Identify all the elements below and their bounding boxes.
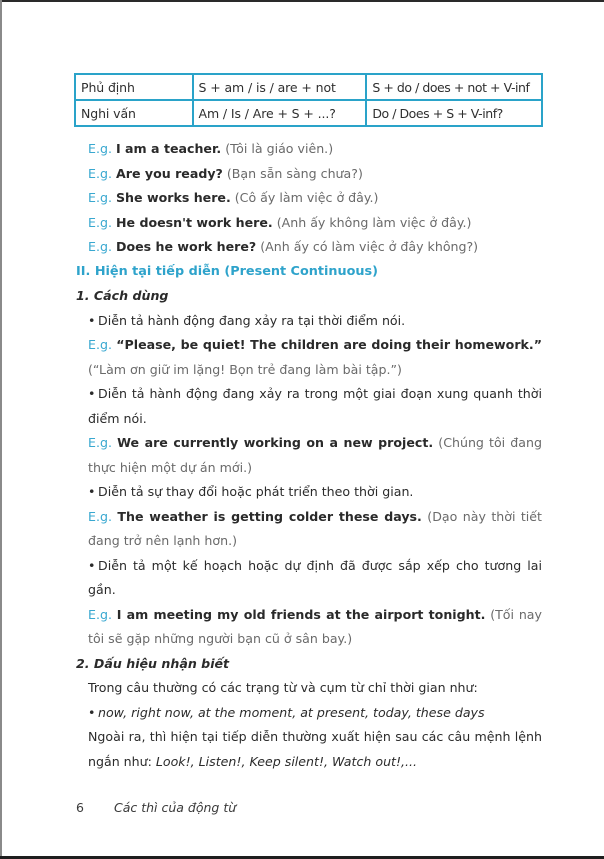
table-row-negative <box>75 74 542 100</box>
example-english: “Please, be quiet! The children are doing their homework.” <box>116 337 542 352</box>
example-paragraph <box>76 505 542 554</box>
example-translation: (Cô ấy làm việc ở đây.) <box>234 190 379 205</box>
example-line <box>76 235 542 260</box>
usage-heading: 1. Cách dùng <box>76 288 169 303</box>
table-cell-label: Nghi vấn <box>75 100 193 126</box>
usage-text: Diễn tả hành động đang xảy ra trong một giai đoạn xung quanh thời điểm nói. <box>88 386 542 426</box>
example-paragraph <box>76 431 542 480</box>
example-translation: (Anh ấy không làm việc ở đây.) <box>276 214 472 230</box>
table-cell-do-structure: Do / Does + S + V-inf? <box>366 100 542 126</box>
chapter-title: Các thì của động từ <box>113 800 237 815</box>
table-cell-be-structure: Am / Is / Are + S + ...? <box>193 100 367 126</box>
table-cell-do-structure: S + do / does + not + V-inf <box>366 74 542 100</box>
page-footer <box>76 800 236 815</box>
example-english: I am a teacher. <box>115 141 222 156</box>
example-english: Does he work here? <box>115 239 257 254</box>
table-cell-label: Phủ định <box>75 74 193 100</box>
time-expressions: now, right now, at the moment, at present, today, these days <box>98 704 485 720</box>
page-frame-left <box>0 0 2 859</box>
signs-list <box>76 701 542 726</box>
bullet-icon: • <box>88 386 96 401</box>
usage-bullet <box>76 554 542 603</box>
bullet-icon: • <box>88 704 96 720</box>
signs-extra-text: Ngoài ra, thì hiện tại tiếp diễn thường xuất hiện sau các câu mệnh lệnh ngắn như: <box>88 729 542 769</box>
example-line <box>76 137 542 162</box>
eg-label: E.g. <box>88 214 112 230</box>
eg-label: E.g. <box>88 337 112 352</box>
bullet-icon: • <box>88 557 96 573</box>
example-english: The weather is getting colder these days. <box>117 508 422 524</box>
example-paragraph <box>76 603 542 652</box>
table-cell-be-structure: S + am / is / are + not <box>193 74 367 100</box>
usage-bullet <box>76 382 542 431</box>
example-translation: (Tôi là giáo viên.) <box>225 141 334 156</box>
page-number: 6 <box>76 800 84 815</box>
example-line <box>76 186 542 211</box>
example-paragraph <box>76 333 542 382</box>
eg-label: E.g. <box>88 435 112 450</box>
eg-label: E.g. <box>88 508 112 524</box>
example-english: She works here. <box>115 190 231 205</box>
usage-bullet <box>76 480 542 505</box>
usage-text: Diễn tả hành động đang xảy ra tại thời điểm nói. <box>98 312 406 328</box>
eg-label: E.g. <box>88 141 112 156</box>
bullet-icon: • <box>88 484 96 499</box>
usage-text: Diễn tả một kế hoạch hoặc dự định đã được sắp xếp cho tương lai gần. <box>88 557 542 597</box>
section-heading: II. Hiện tại tiếp diễn (Present Continuous) <box>76 263 378 279</box>
example-translation: (Tối nay tôi sẽ gặp những người bạn cũ ở sân bay.) <box>88 606 542 646</box>
example-translation: (Chúng tôi đang thực hiện một dự án mới.) <box>88 435 542 475</box>
signs-heading: 2. Dấu hiệu nhận biết <box>76 655 230 671</box>
usage-bullet <box>76 309 542 334</box>
example-english: Are you ready? <box>115 165 223 181</box>
page-content <box>76 137 542 774</box>
imperative-examples: Look!, Listen!, Keep silent!, Watch out!,... <box>155 753 418 769</box>
example-english: He doesn't work here. <box>115 214 273 230</box>
example-translation: (Dạo này thời tiết đang trở nên lạnh hơn.) <box>88 508 542 548</box>
example-translation: (“Làm ơn giữ im lặng! Bọn trẻ đang làm bài tập.”) <box>88 361 402 377</box>
signs-extra <box>76 725 542 774</box>
signs-intro: Trong câu thường có các trạng từ và cụm từ chỉ thời gian như: <box>88 680 478 695</box>
example-line <box>76 162 542 187</box>
table-row-question <box>75 100 542 126</box>
grammar-structure-table <box>74 73 543 127</box>
eg-label: E.g. <box>88 239 112 254</box>
bullet-icon: • <box>88 312 96 328</box>
example-translation: (Anh ấy có làm việc ở đây không?) <box>260 239 479 254</box>
eg-label: E.g. <box>88 606 112 622</box>
eg-label: E.g. <box>88 190 112 205</box>
example-english: We are currently working on a new project. <box>117 435 434 450</box>
example-english: I am meeting my old friends at the airport tonight. <box>116 606 486 622</box>
example-line <box>76 211 542 236</box>
example-translation: (Bạn sẵn sàng chưa?) <box>226 165 363 181</box>
page-frame-top <box>0 0 604 2</box>
usage-text: Diễn tả sự thay đổi hoặc phát triển theo thời gian. <box>98 484 414 499</box>
eg-label: E.g. <box>88 165 112 181</box>
